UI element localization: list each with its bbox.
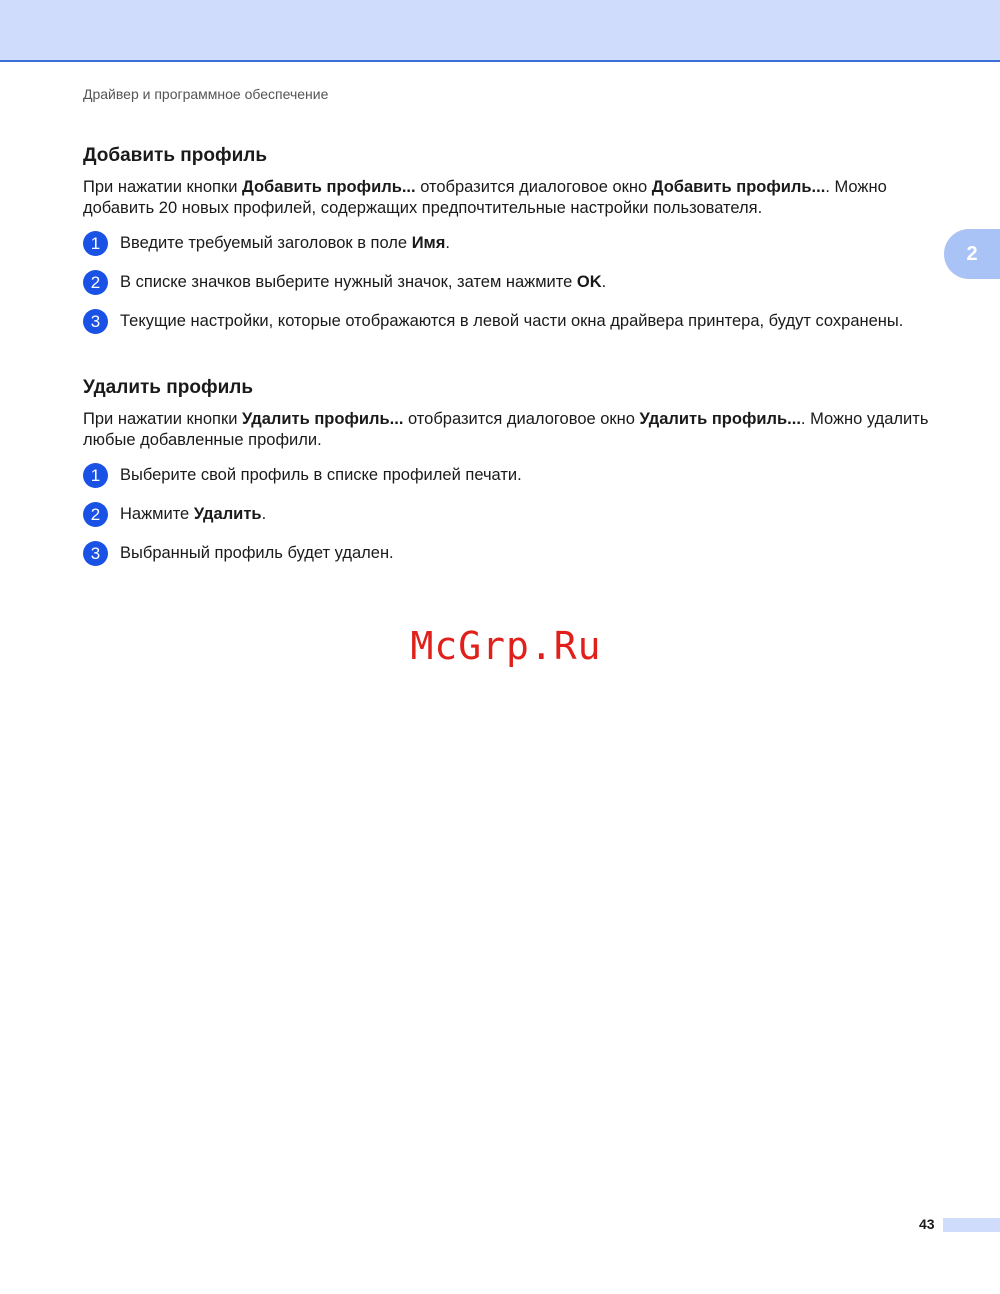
step-list xyxy=(83,465,943,566)
page-number-tab xyxy=(943,1218,1000,1232)
bold-term: Удалить xyxy=(193,505,262,523)
bold-term: OK xyxy=(576,273,602,291)
text-run: Текущие настройки, которые отображаются в левой части окна драйвера принтера, будут сохранены. xyxy=(120,312,904,330)
step-text xyxy=(120,543,943,564)
text-run: Введите требуемый заголовок в поле xyxy=(120,234,412,252)
text-run: Выбранный профиль будет удален. xyxy=(120,544,394,562)
step-number-icon: 1 xyxy=(83,231,108,256)
step-text xyxy=(120,272,943,293)
step-item xyxy=(83,543,943,566)
watermark: McGrp.Ru xyxy=(410,624,602,668)
chapter-tab: 2 xyxy=(944,229,1000,279)
step-item xyxy=(83,504,943,527)
step-list xyxy=(83,233,943,334)
section-intro xyxy=(83,177,943,219)
step-number-icon: 3 xyxy=(83,309,108,334)
section-delete-profile xyxy=(83,377,943,582)
text-run: отобразится диалоговое окно xyxy=(403,410,640,428)
text-run: . xyxy=(445,234,450,252)
running-header: Драйвер и программное обеспечение xyxy=(83,86,329,102)
step-number-icon: 3 xyxy=(83,541,108,566)
step-text xyxy=(120,465,943,486)
text-run: При нажатии кнопки xyxy=(83,178,243,196)
bold-term: Добавить профиль... xyxy=(651,178,826,196)
step-item xyxy=(83,233,943,256)
bold-term: Добавить профиль... xyxy=(242,178,416,196)
step-number-icon: 2 xyxy=(83,502,108,527)
bold-term: Удалить профиль... xyxy=(242,410,404,428)
text-run: В списке значков выберите нужный значок, затем нажмите xyxy=(120,273,577,291)
bold-term: Удалить профиль... xyxy=(639,410,801,428)
step-text xyxy=(120,233,943,254)
text-run: . xyxy=(261,505,267,523)
step-item xyxy=(83,311,943,334)
bold-term: Имя xyxy=(411,234,446,252)
section-add-profile xyxy=(83,145,943,350)
text-run: Нажмите xyxy=(120,505,194,523)
section-intro xyxy=(83,409,943,451)
text-run: . xyxy=(601,273,607,291)
top-band xyxy=(0,0,1000,62)
section-heading: Добавить профиль xyxy=(83,145,268,166)
step-number-icon: 2 xyxy=(83,270,108,295)
text-run: . Можно добавить 20 новых профилей, содержащих предпочтительные настройки пользователя. xyxy=(83,178,887,217)
step-item xyxy=(83,465,943,488)
text-run: При нажатии кнопки xyxy=(83,410,243,428)
step-text xyxy=(120,504,943,525)
step-item xyxy=(83,272,943,295)
step-text xyxy=(120,311,943,332)
step-number-icon: 1 xyxy=(83,463,108,488)
text-run: отобразится диалоговое окно xyxy=(415,178,652,196)
section-heading: Удалить профиль xyxy=(83,377,254,398)
page-number: 43 xyxy=(919,1216,935,1232)
text-run: . Можно удалить любые добавленные профили. xyxy=(83,410,929,449)
text-run: Выберите свой профиль в списке профилей печати. xyxy=(120,466,522,484)
